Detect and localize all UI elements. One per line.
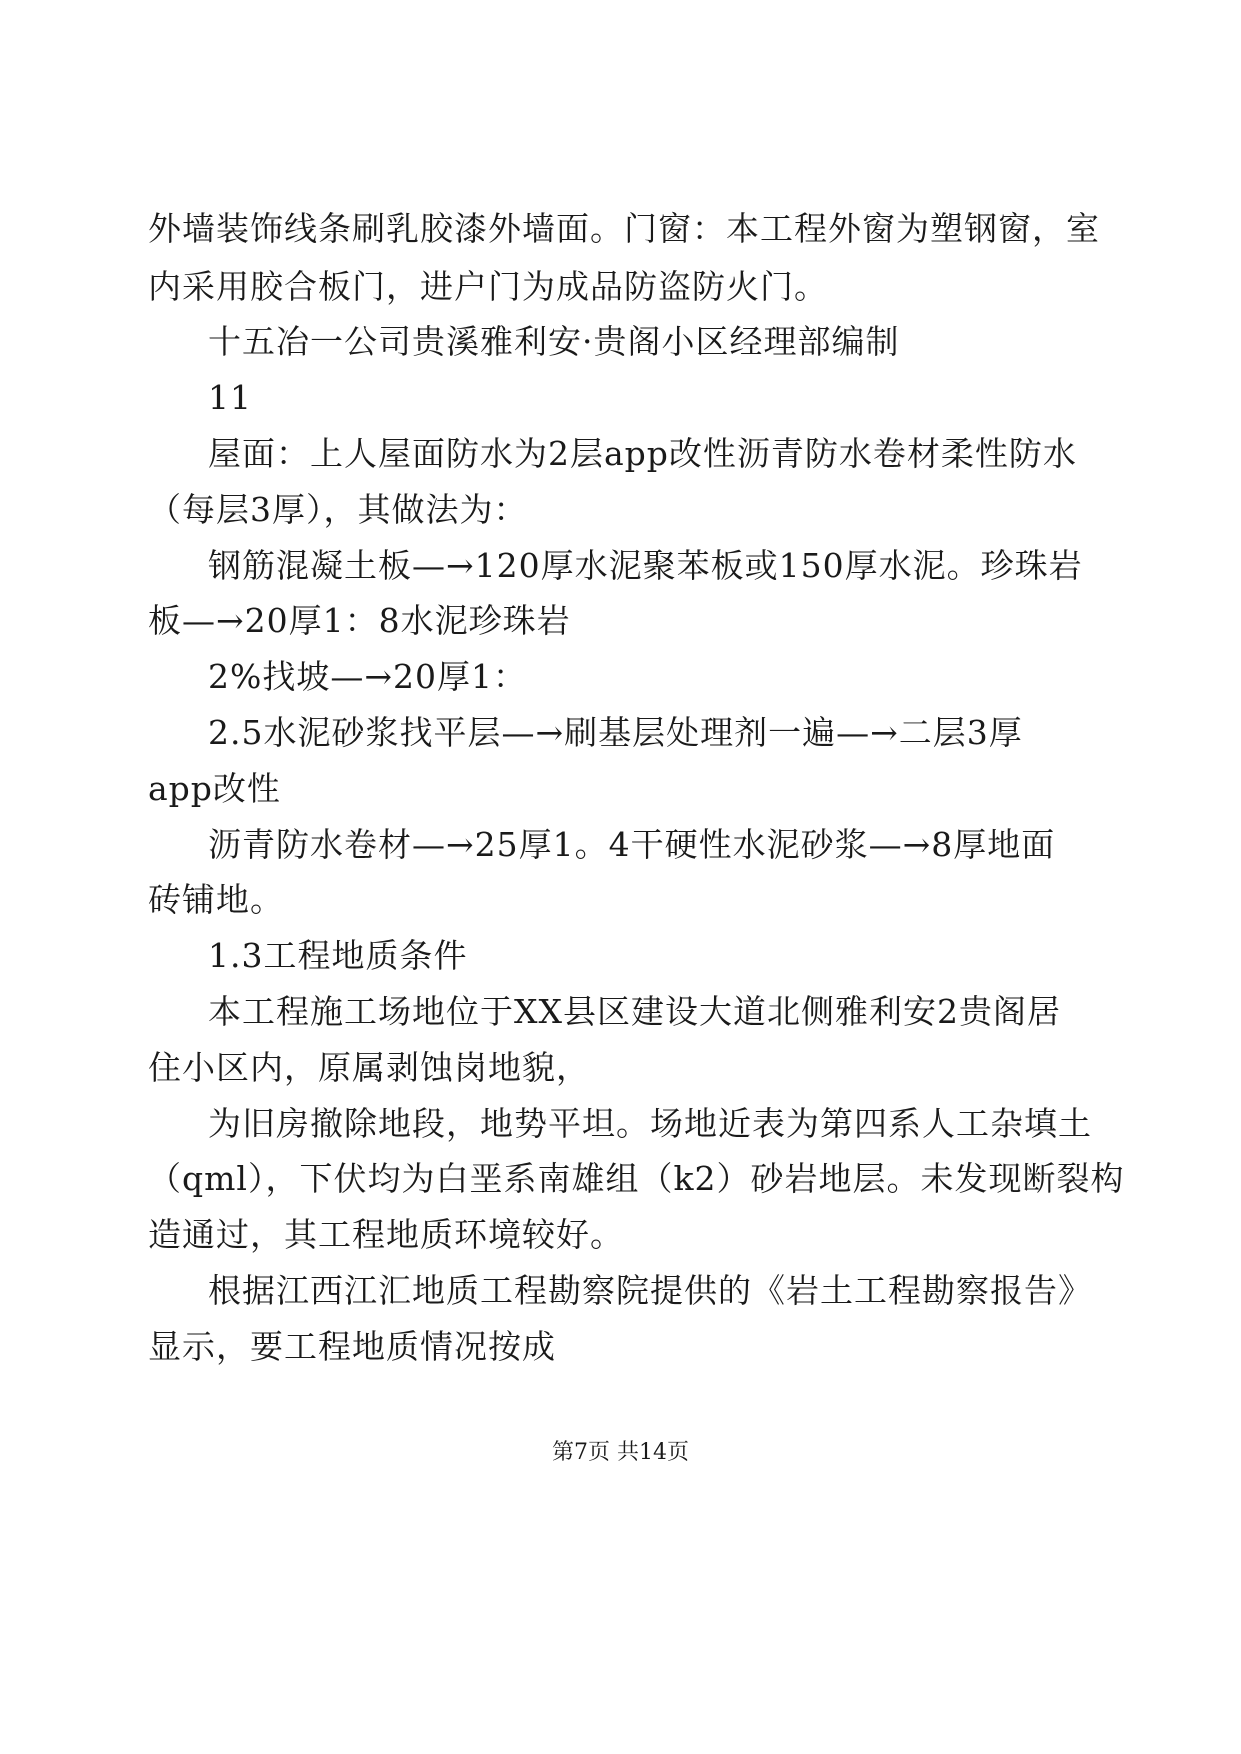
text-line-16: 住小区内，原属剥蚀岗地貌， [148, 1048, 590, 1087]
text-line-1: 外墙装饰线条刷乳胶漆外墙面。门窗：本工程外窗为塑钢窗，室 [148, 209, 1100, 248]
text-line-17: 为旧房撤除地段，地势平坦。场地近表为第四系人工杂填土 [208, 1104, 1092, 1143]
text-line-13: 砖铺地。 [148, 880, 284, 919]
text-line-11: app改性 [148, 769, 281, 808]
text-line-19: 造通过，其工程地质环境较好。 [148, 1215, 624, 1254]
text-line-14: 1.3工程地质条件 [208, 936, 468, 975]
text-line-4: 11 [208, 378, 252, 417]
text-line-21: 显示，要工程地质情况按成 [148, 1327, 556, 1366]
text-line-10: 2.5水泥砂浆找平层—→刷基层处理剂一遍—→二层3厚 [208, 713, 1023, 752]
text-line-2: 内采用胶合板门，进户门为成品防盗防火门。 [148, 267, 828, 306]
text-line-20: 根据江西江汇地质工程勘察院提供的《岩土工程勘察报告》 [208, 1271, 1092, 1310]
text-line-18: （qml），下伏均为白垩系南雄组（k2）砂岩地层。未发现断裂构 [148, 1159, 1125, 1198]
text-line-8: 板—→20厚1：8水泥珍珠岩 [148, 601, 571, 640]
text-line-3: 十五冶一公司贵溪雅利安·贵阁小区经理部编制 [208, 322, 900, 361]
text-line-7: 钢筋混凝土板—→120厚水泥聚苯板或150厚水泥。珍珠岩 [208, 546, 1083, 585]
text-line-15: 本工程施工场地位于XX县区建设大道北侧雅利安2贵阁居 [208, 992, 1061, 1031]
page-footer: 第7页 共14页 [552, 1440, 689, 1465]
text-line-6: （每层3厚），其做法为： [148, 490, 528, 529]
text-line-12: 沥青防水卷材—→25厚1。4干硬性水泥砂浆—→8厚地面 [208, 825, 1056, 864]
text-line-9: 2%找坡—→20厚1： [208, 657, 527, 696]
text-line-5: 屋面：上人屋面防水为2层app改性沥青防水卷材柔性防水 [208, 434, 1077, 473]
